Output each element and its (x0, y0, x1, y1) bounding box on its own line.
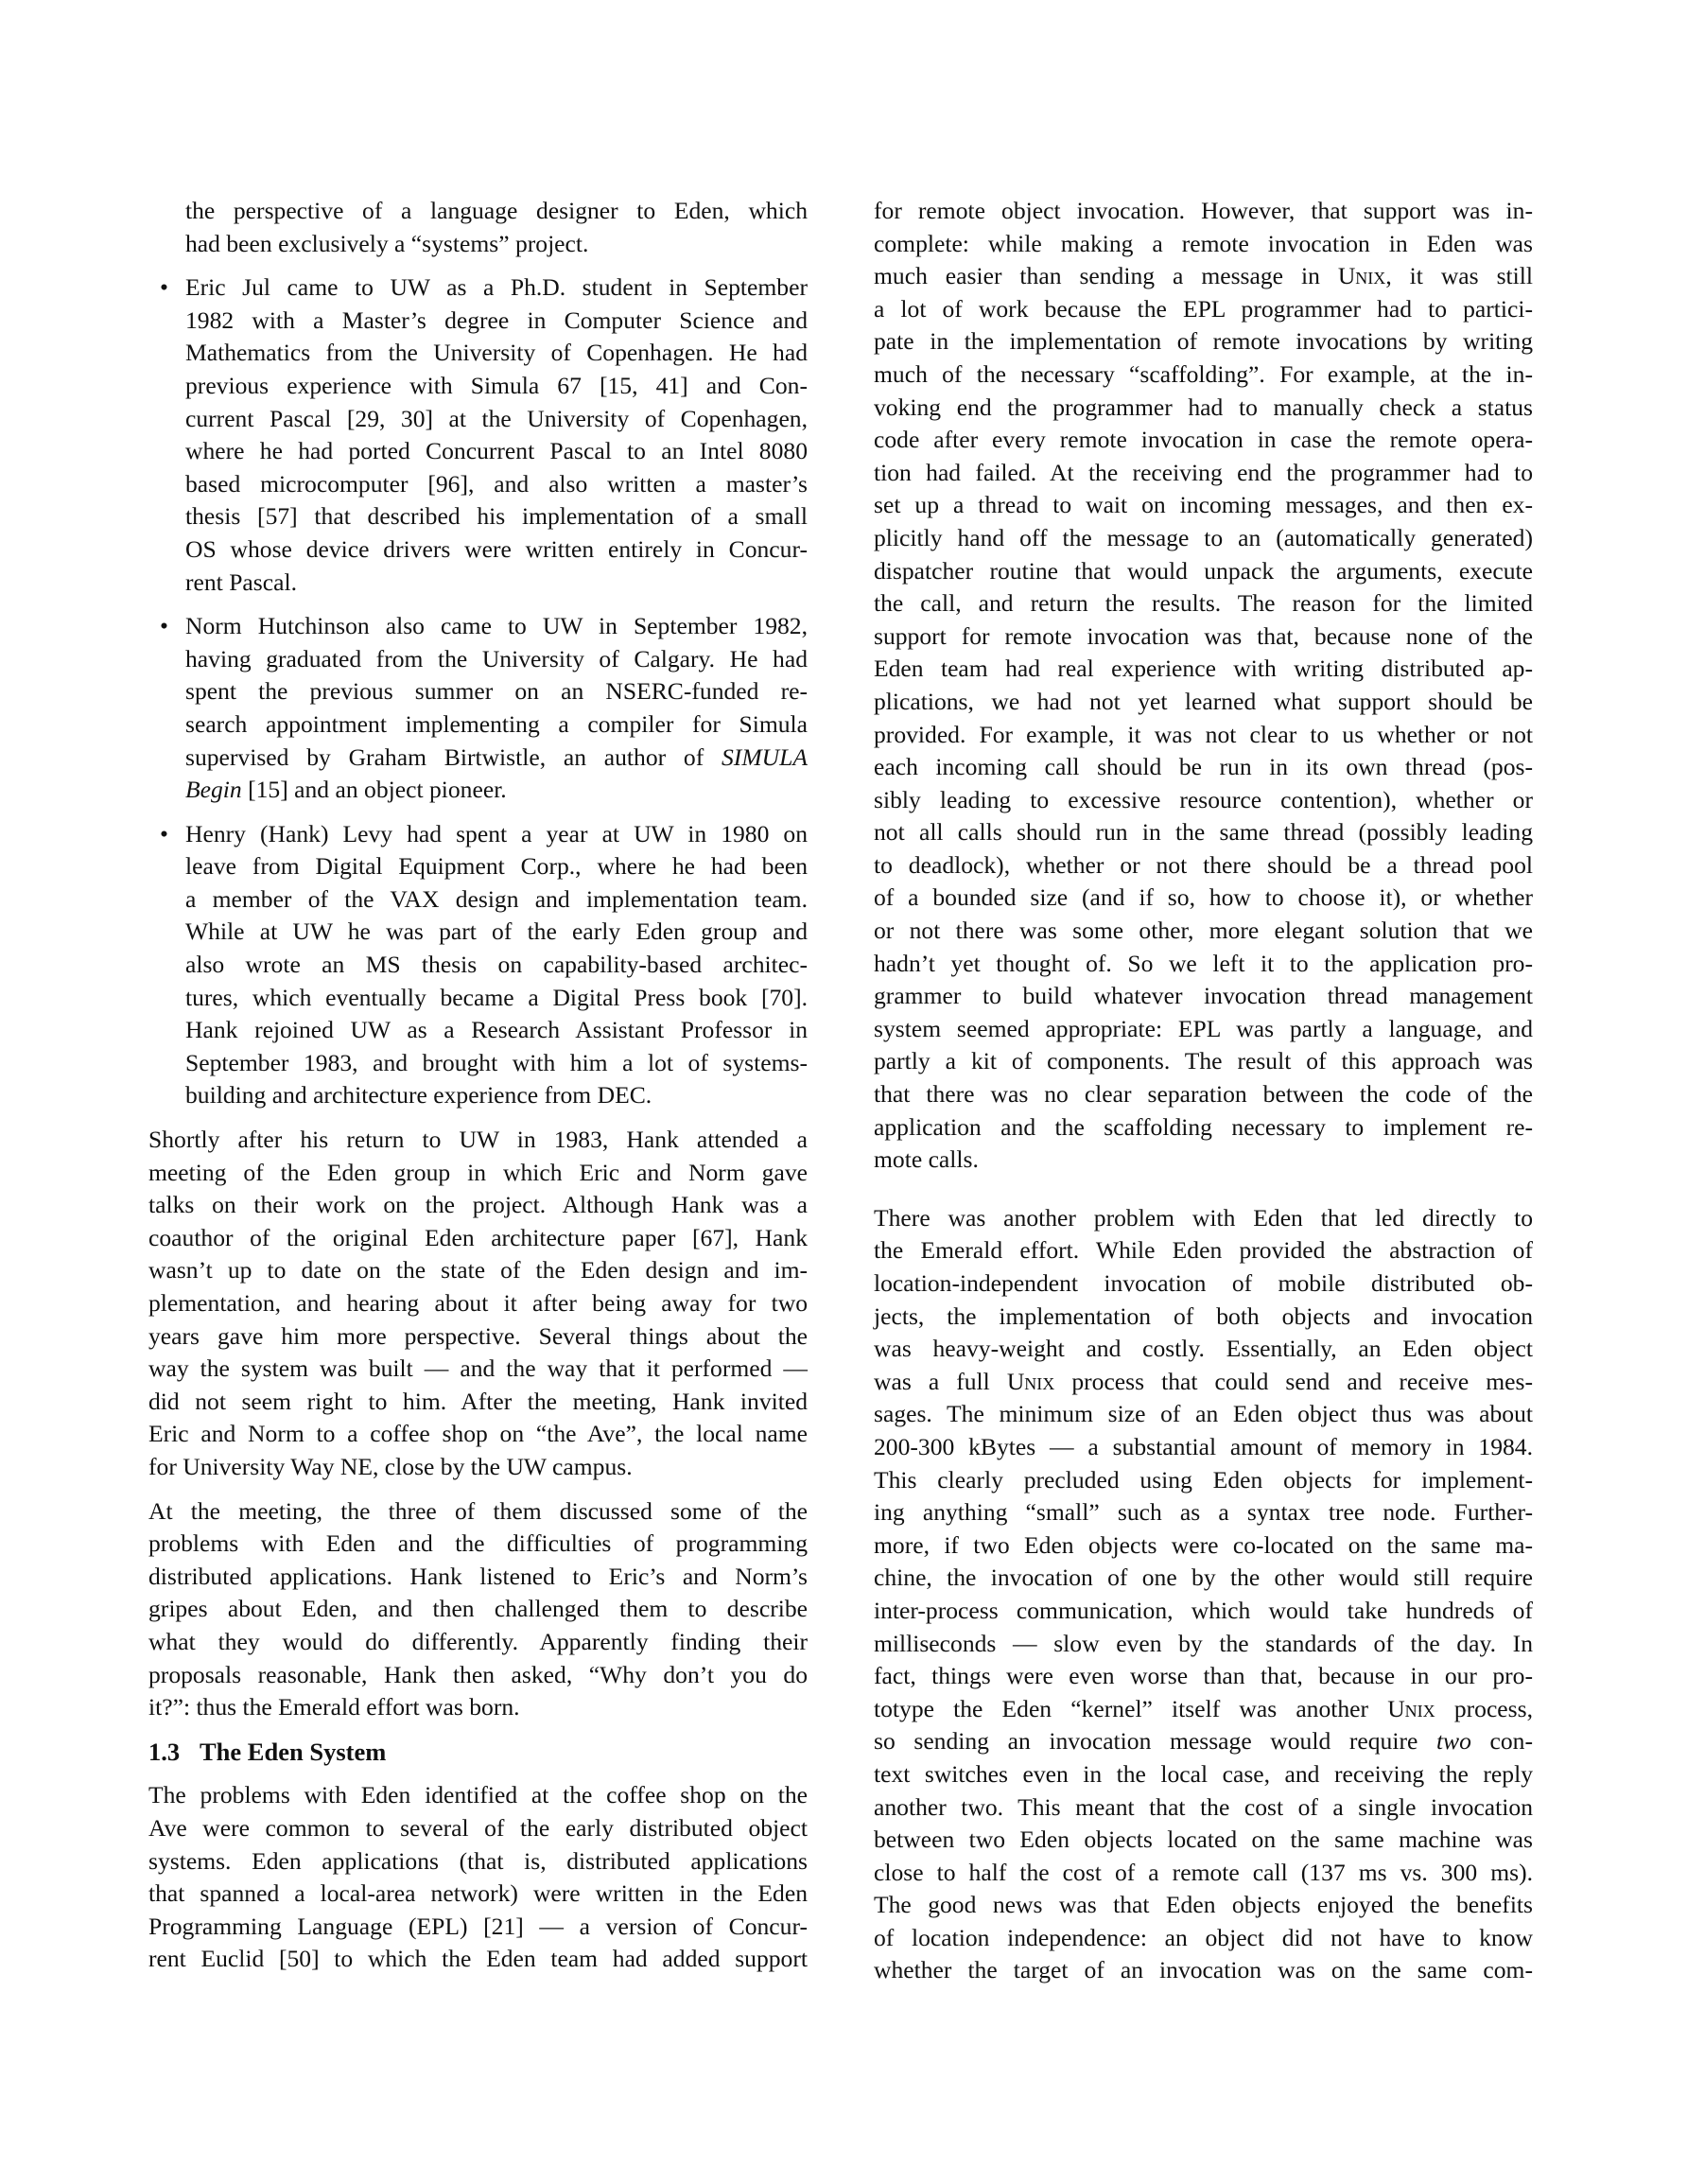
text-line: current Pascal [29, 30] at the University of Copenhagen, (185, 404, 808, 432)
text-line: ing anything “small” such as a syntax tree node. Further- (874, 1498, 1533, 1527)
text-line: system seemed appropriate: EPL was partly a language, and (874, 1014, 1533, 1042)
text-line: supervised by Graham Birtwistle, an author of SIMULA (185, 743, 808, 771)
paragraph-coffee-meeting (148, 1495, 808, 1724)
text-line: Programming Language (EPL) [21] — a version of Concur- (148, 1912, 808, 1940)
text-line: plementation, and hearing about it after being away for two (148, 1289, 808, 1317)
paragraph-hank-return (148, 1124, 808, 1484)
text-line: inter-process communication, which would take hundreds of (874, 1596, 1533, 1624)
text-line: Henry (Hank) Levy had spent a year at UW in 1980 on (185, 819, 808, 847)
book-title: Begin (185, 776, 242, 804)
text-line: set up a thread to wait on incoming messages, and then ex- (874, 491, 1533, 519)
text-line: it?”: thus the Emerald effort was born. (148, 1693, 520, 1721)
text-line: meeting of the Eden group in which Eric and Norm gave (148, 1158, 808, 1186)
text-line: much of the necessary “scaffolding”. For example, at the in- (874, 359, 1533, 388)
text-line: totype the Eden “kernel” itself was another Unix process, (874, 1694, 1533, 1722)
bullet-icon: • (160, 612, 168, 640)
text-line: systems. Eden applications (that is, distributed applications (148, 1846, 808, 1875)
text-line: 200-300 kBytes — a substantial amount of memory in 1984. (874, 1432, 1533, 1460)
paragraph-heavy-weight-objects (874, 1202, 1533, 1987)
section-paragraph (148, 1779, 808, 1976)
text-line: wasn’t up to date on the state of the Eden design and im- (148, 1256, 808, 1284)
text-line: rent Euclid [50] to which the Eden team had added support (148, 1945, 808, 1973)
text-line: Norm Hutchinson also came to UW in September 1982, (185, 612, 808, 640)
text-line: grammer to build whatever invocation thread management (874, 982, 1533, 1010)
text-line: gripes about Eden, and then challenged them to describe (148, 1595, 808, 1623)
text-line: building and architecture experience from DEC. (185, 1081, 652, 1109)
section-heading (148, 1736, 808, 1769)
text-line: Begin [15] and an object pioneer. (185, 776, 507, 804)
text-line: The problems with Eden identified at the coffee shop on the (148, 1781, 808, 1809)
text-line: for University Way NE, close by the UW campus. (148, 1452, 633, 1480)
section-title: The Eden System (200, 1737, 387, 1766)
text-line: Ave were common to several of the early distributed object (148, 1813, 808, 1842)
left-column (148, 195, 808, 1987)
bullet-icon: • (160, 273, 168, 302)
emphasis: two (1435, 1727, 1471, 1756)
text-line: sibly leading to excessive resource contention), whether or (874, 785, 1533, 813)
text-line: to deadlock), whether or not there should be a thread pool (874, 850, 1533, 879)
text-line: having graduated from the University of Calgary. He had (185, 644, 808, 673)
text-line: rent Pascal. (185, 568, 297, 596)
text-line: jects, the implementation of both objects and invocation (874, 1302, 1533, 1330)
text-line: years gave him more perspective. Several things about the (148, 1321, 808, 1350)
text-line: hadn’t yet thought of. So we left it to the application pro- (874, 949, 1533, 977)
text-line: September 1983, and brought with him a lot of systems- (185, 1048, 808, 1076)
text-line: pate in the implementation of remote invocations by writing (874, 327, 1533, 356)
text-line: whether the target of an invocation was on the same com- (874, 1956, 1533, 1984)
text-line: application and the scaffolding necessary to implement re- (874, 1112, 1533, 1141)
text-line: tion had failed. At the receiving end the programmer had to (874, 458, 1533, 486)
text-line: more, if two Eden objects were co-located on the same ma- (874, 1530, 1533, 1559)
text-line: the call, and return the results. The reason for the limited (874, 589, 1533, 618)
text-line: partly a kit of components. The result of this approach was (874, 1047, 1533, 1075)
text-line: voking end the programmer had to manually check a status (874, 393, 1533, 421)
text-line: Hank rejoined UW as a Research Assistant Professor in (185, 1016, 808, 1044)
text-line: also wrote an MS thesis on capability-based architec- (185, 951, 808, 979)
text-line: fact, things were even worse than that, because in our pro- (874, 1662, 1533, 1690)
text-line: previous experience with Simula 67 [15, 41] and Con- (185, 371, 808, 399)
text-line: support for remote invocation was that, because none of the (874, 621, 1533, 650)
text-line: a lot of work because the EPL programmer had to partici- (874, 294, 1533, 323)
text-line: While at UW he was part of the early Eden group and (185, 917, 808, 946)
book-title: SIMULA (722, 743, 808, 771)
text-line: Eric Jul came to UW as a Ph.D. student in September (185, 273, 808, 302)
text-line: what they would do differently. Apparently finding their (148, 1627, 808, 1655)
text-line: had been exclusively a “systems” project. (185, 229, 589, 257)
text-line: so sending an invocation message would require two con- (874, 1727, 1533, 1756)
text-line: Eden team had real experience with writing distributed ap- (874, 655, 1533, 683)
text-line: OS whose device drivers were written entirely in Concur- (185, 534, 808, 563)
text-line: tures, which eventually became a Digital Press book [70]. (185, 983, 808, 1011)
bullet-item-norm-hutchinson (148, 610, 808, 807)
text-line: of a bounded size (and if so, how to choose it), or whether (874, 883, 1533, 912)
text-line: another two. This meant that the cost of a single invocation (874, 1792, 1533, 1821)
text-line: based microcomputer [96], and also written a master’s (185, 469, 808, 498)
text-line: The good news was that Eden objects enjoyed the benefits (874, 1891, 1533, 1919)
text-line: way the system was built — and the way that it performed — (148, 1354, 808, 1383)
text-line: There was another problem with Eden that led directly to (874, 1203, 1533, 1232)
bullet-item-hank-levy (148, 818, 808, 1112)
text-line: was heavy-weight and costly. Essentially, an Eden object (874, 1335, 1533, 1363)
text-line: proposals reasonable, Hank then asked, “Why don’t you do (148, 1660, 808, 1688)
text-line: or not there was some other, more elegant solution that we (874, 917, 1533, 945)
bullet-icon: • (160, 819, 168, 847)
text-line: Mathematics from the University of Copenhagen. He had (185, 339, 808, 367)
text-line: problems with Eden and the difficulties of programming (148, 1529, 808, 1558)
text-line: plicitly hand off the message to an (automatically generated) (874, 523, 1533, 551)
text-line: thesis [57] that described his implementation of a small (185, 502, 808, 531)
text-line: text switches even in the local case, and receiving the reply (874, 1759, 1533, 1788)
text-line: Eric and Norm to a coffee shop on “the Ave”, the local name (148, 1420, 808, 1448)
text-line: complete: while making a remote invocation in Eden was (874, 229, 1533, 257)
text-line: talks on their work on the project. Although Hank was a (148, 1191, 808, 1219)
text-line: chine, the invocation of one by the other would still require (874, 1564, 1533, 1592)
text-line: that there was no clear separation between the code of the (874, 1080, 1533, 1109)
text-line: the Emerald effort. While Eden provided the abstraction of (874, 1236, 1533, 1265)
text-line: the perspective of a language designer to Eden, which (185, 197, 808, 224)
section-number: 1.3 (148, 1737, 181, 1766)
text-line: was a full Unix process that could send and receive mes- (874, 1367, 1533, 1395)
text-line: coauthor of the original Eden architecture paper [67], Hank (148, 1223, 808, 1251)
text-line: mote calls. (874, 1145, 979, 1174)
text-line: dispatcher routine that would unpack the arguments, execute (874, 556, 1533, 585)
right-paragraphs (874, 195, 1533, 1987)
text-line: location-independent invocation of mobile distributed ob- (874, 1269, 1533, 1297)
text-line: close to half the cost of a remote call (137 ms vs. 300 ms). (874, 1858, 1533, 1886)
text-line: leave from Digital Equipment Corp., where he had been (185, 852, 808, 881)
text-line: that spanned a local-area network) were written in the Eden (148, 1879, 808, 1908)
text-line: At the meeting, the three of them discussed some of the (148, 1496, 808, 1525)
text-line: Shortly after his return to UW in 1983, Hank attended a (148, 1126, 808, 1154)
text-line: for remote object invocation. However, that support was in- (874, 197, 1533, 224)
text-line: code after every remote invocation in case the remote opera- (874, 426, 1533, 454)
text-line: search appointment implementing a compiler for Simula (185, 709, 808, 738)
right-column (874, 195, 1533, 1999)
text-line: much easier than sending a message in Unix, it was still (874, 262, 1533, 290)
small-caps-term: Unix (1337, 262, 1386, 290)
text-line: where he had ported Concurrent Pascal to an Intel 8080 (185, 437, 808, 465)
text-line: distributed applications. Hank listened to Eric’s and Norm’s (148, 1562, 808, 1590)
text-line: provided. For example, it was not clear to us whether or not (874, 720, 1533, 748)
text-line: not all calls should run in the same thread (possibly leading (874, 818, 1533, 847)
text-line: This clearly precluded using Eden objects for implement- (874, 1465, 1533, 1494)
left-paragraphs (148, 1124, 808, 1724)
bullet-item-eric-jul (148, 271, 808, 599)
bullet-list (148, 271, 808, 1112)
text-line: each incoming call should be run in its own thread (pos- (874, 753, 1533, 781)
text-line: milliseconds — slow even by the standards of the day. In (874, 1629, 1533, 1657)
paragraph-remote-invocation (874, 195, 1533, 1177)
text-line: a member of the VAX design and implementation team. (185, 884, 808, 913)
text-line: sages. The minimum size of an Eden object thus was about (874, 1400, 1533, 1428)
text-line: of location independence: an object did not have to know (874, 1923, 1533, 1951)
text-line: between two Eden objects located on the same machine was (874, 1826, 1533, 1854)
text-line: plications, we had not yet learned what support should be (874, 687, 1533, 715)
small-caps-term: Unix (1006, 1367, 1055, 1395)
small-caps-term: Unix (1387, 1694, 1435, 1722)
text-line: did not seem right to him. After the meeting, Hank invited (148, 1387, 808, 1415)
bullet-continuation (148, 195, 808, 260)
text-line: 1982 with a Master’s degree in Computer Science and (185, 306, 808, 334)
text-line: spent the previous summer on an NSERC-funded re- (185, 677, 808, 706)
